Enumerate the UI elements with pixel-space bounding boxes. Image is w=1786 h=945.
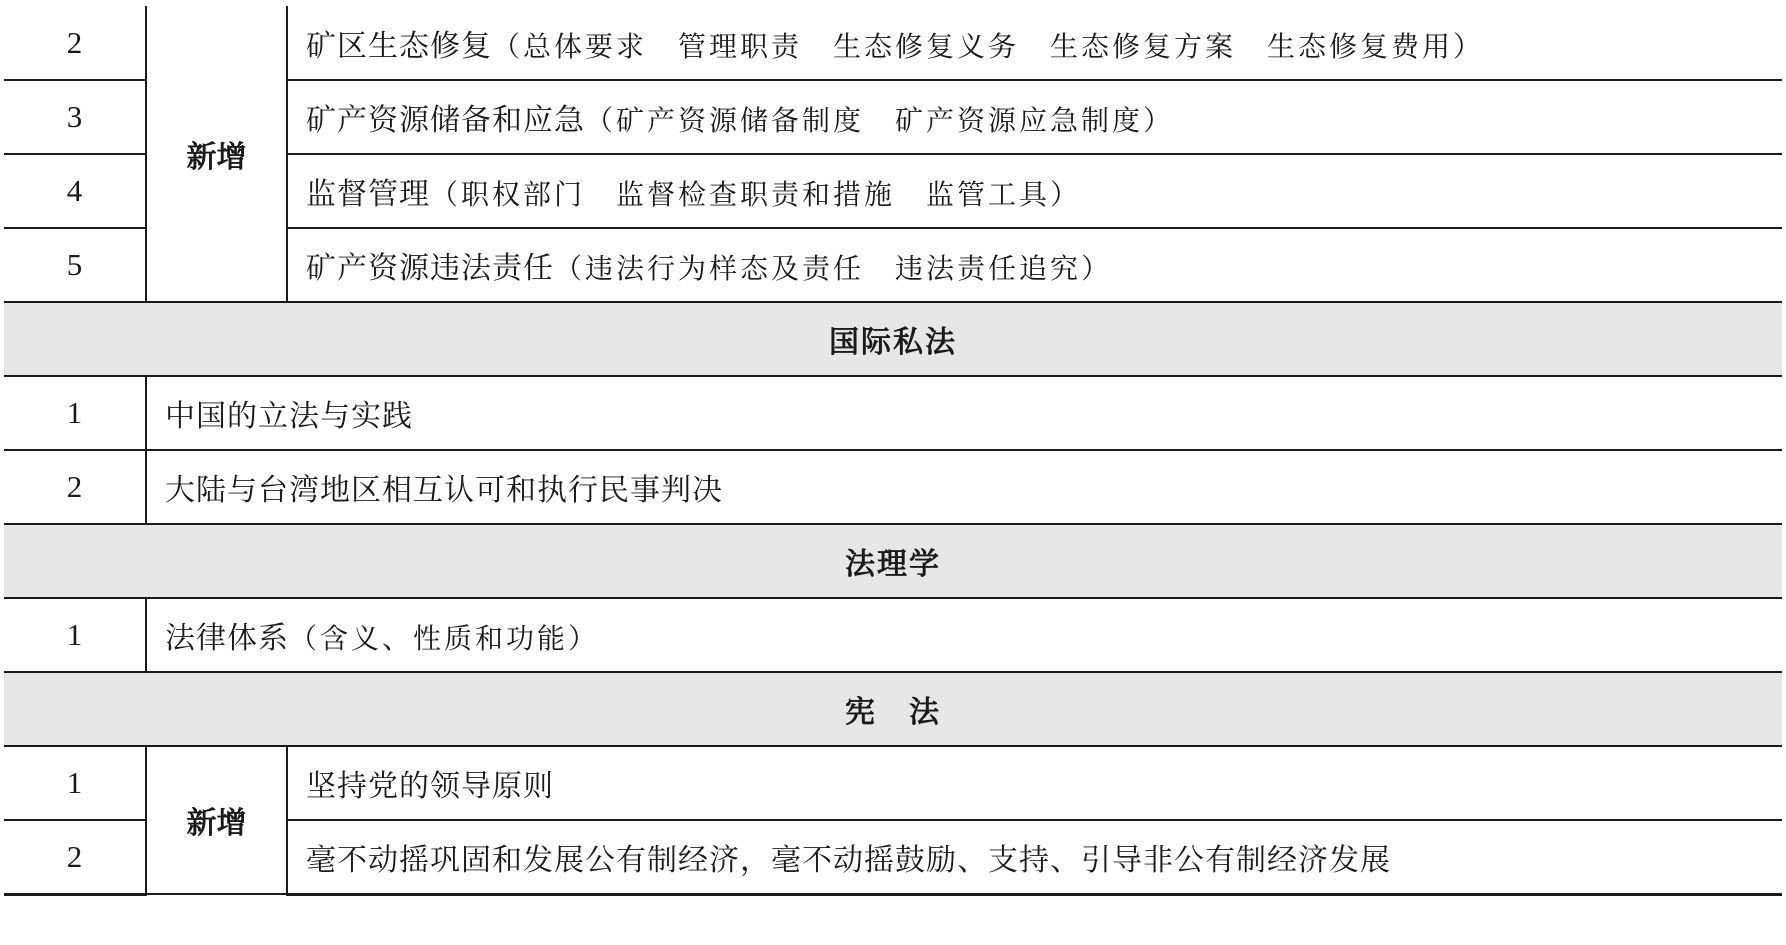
topic-main: 法律体系 <box>165 621 289 656</box>
topic-cell <box>146 598 1782 672</box>
table-row <box>4 598 1782 672</box>
new-tag: 新增 <box>146 6 287 302</box>
row-number: 2 <box>4 820 146 894</box>
topic-main: 矿产资源违法责任 <box>306 251 554 286</box>
topic-cell: 坚持党的领导原则 <box>287 746 1782 820</box>
topic-main: 矿区生态修复 <box>306 28 492 64</box>
row-number: 1 <box>4 598 146 672</box>
topic-cell <box>287 80 1782 154</box>
section-header-private-international-law <box>4 302 1782 376</box>
topic-cell: 毫不动摇巩固和发展公有制经济，毫不动摇鼓励、支持、引导非公有制经济发展 <box>287 820 1782 894</box>
section-cell <box>4 672 1782 746</box>
section-cell <box>4 524 1782 598</box>
row-number: 4 <box>4 154 146 228</box>
topic-main: 矿产资源储备和应急 <box>306 103 585 138</box>
section-title: 国际私法 <box>829 325 957 360</box>
topic-details: （含义、性质和功能） <box>289 622 600 655</box>
topic-cell: 大陆与台湾地区相互认可和执行民事判决 <box>146 450 1782 524</box>
topic-cell: 中国的立法与实践 <box>146 376 1782 450</box>
topic-main: 监督管理 <box>306 177 430 212</box>
row-number: 2 <box>4 6 146 80</box>
row-number: 1 <box>4 376 146 450</box>
section-title: 法理学 <box>845 547 941 582</box>
topic-details: （矿产资源储备制度 矿产资源应急制度） <box>585 104 1175 137</box>
topic-details: （违法行为样态及责任 违法责任追究） <box>554 252 1113 285</box>
topic-details: （职权部门 监督检查职责和措施 监管工具） <box>430 178 1082 211</box>
section-title: 宪 法 <box>845 695 941 730</box>
section-header-constitution <box>4 672 1782 746</box>
topic-cell <box>287 228 1782 302</box>
row-number: 3 <box>4 80 146 154</box>
row-number: 2 <box>4 450 146 524</box>
section-cell <box>4 302 1782 376</box>
table-row <box>4 450 1782 524</box>
table-row <box>4 746 1782 820</box>
row-number: 5 <box>4 228 146 302</box>
new-tag: 新增 <box>146 746 287 894</box>
new-topics-table <box>4 6 1782 896</box>
row-number: 1 <box>4 746 146 820</box>
table-row <box>4 6 1782 80</box>
topic-cell <box>287 6 1782 80</box>
section-header-jurisprudence <box>4 524 1782 598</box>
topic-cell <box>287 154 1782 228</box>
topic-details: （总体要求 管理职责 生态修复义务 生态修复方案 生态修复费用） <box>492 29 1485 63</box>
table-row <box>4 376 1782 450</box>
